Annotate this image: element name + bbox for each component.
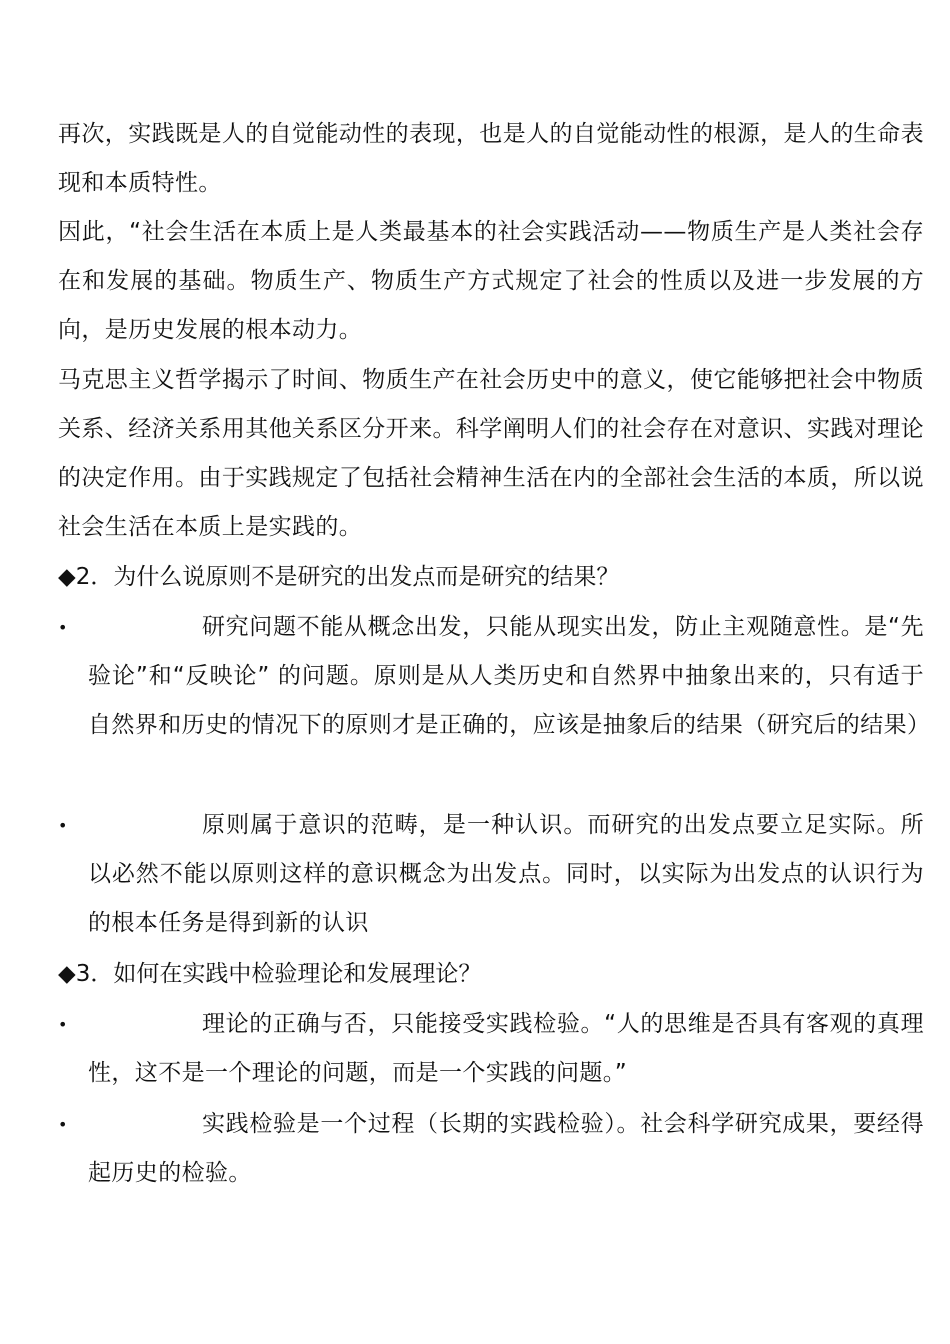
bullet-icon: •	[58, 618, 68, 637]
list-item	[58, 1100, 924, 1198]
bullet-icon: •	[58, 1115, 68, 1134]
bullet-icon: •	[58, 816, 68, 835]
paragraph-marxist-philosophy: 马克思主义哲学揭示了时间、物质生产在社会历史中的意义，使它能够把社会中物质关系、经济关系用其他关系区分开来。科学阐明人们的社会存在对意识、实践对理论的决定作用。由于实践规定了包括社会精神生活在内的全部社会生活的本质，所以说社会生活在本质上是实践的。	[58, 367, 924, 540]
list-item	[58, 1000, 924, 1098]
bullet-text: 实践检验是一个过程（长期的实践检验）。社会科学研究成果，要经得起历史的检验。	[88, 1111, 924, 1186]
bullet-text: 原则属于意识的范畴，是一种认识。而研究的出发点要立足实际。所以必然不能以原则这样的意识概念为出发点。同时，以实际为出发点的认识行为的根本任务是得到新的认识	[88, 812, 924, 936]
paragraph-social-life: 因此，“社会生活在本质上是人类最基本的社会实践活动——物质生产是人类社会存在和发展的基础。物质生产、物质生产方式规定了社会的性质以及进一步发展的方向，是历史发展的根本动力。	[58, 219, 924, 343]
list-item	[58, 801, 924, 948]
list-item	[58, 603, 931, 799]
question-2-heading: ◆2．为什么说原则不是研究的出发点而是研究的结果？	[58, 564, 620, 590]
question-3-heading: ◆3．如何在实践中检验理论和发展理论？	[58, 961, 482, 987]
paragraph-practice-agency: 再次，实践既是人的自觉能动性的表现，也是人的自觉能动性的根源，是人的生命表现和本质特性。	[58, 121, 924, 196]
bullet-text: 理论的正确与否，只能接受实践检验。“人的思维是否具有客观的真理性，这不是一个理论的问题，而是一个实践的问题。”	[88, 1011, 924, 1086]
bullet-icon: •	[58, 1015, 68, 1034]
bullet-text: 研究问题不能从概念出发，只能从现实出发，防止主观随意性。是“先验论”和“反映论” 的问题。原则是从人类历史和自然界中抽象出来的，只有适于自然界和历史的情况下的原则才是正确的，应该是抽象后的结果（研究后的结果）	[88, 614, 931, 738]
